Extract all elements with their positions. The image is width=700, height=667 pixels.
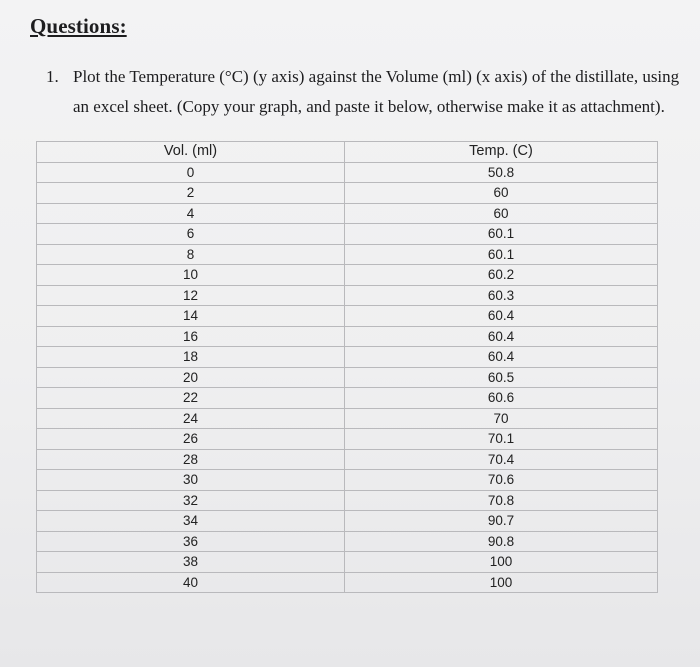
volume-cell: 28 — [37, 449, 345, 470]
volume-cell: 32 — [37, 490, 345, 511]
table-row — [37, 162, 658, 183]
volume-cell: 26 — [37, 429, 345, 450]
table-row — [37, 367, 658, 388]
table-row — [37, 429, 658, 450]
table-body — [37, 162, 658, 593]
temperature-cell: 60.6 — [345, 388, 658, 409]
volume-cell: 30 — [37, 470, 345, 491]
table-row — [37, 449, 658, 470]
question-line-1 — [46, 62, 686, 92]
data-table — [36, 141, 658, 593]
temperature-cell: 70 — [345, 408, 658, 429]
temperature-cell: 100 — [345, 552, 658, 573]
volume-cell: 40 — [37, 572, 345, 593]
temperature-cell: 60 — [345, 203, 658, 224]
table-row — [37, 244, 658, 265]
volume-cell: 8 — [37, 244, 345, 265]
temperature-cell: 60.4 — [345, 347, 658, 368]
table-row — [37, 490, 658, 511]
volume-cell: 4 — [37, 203, 345, 224]
table-header-row — [37, 142, 658, 163]
temperature-cell: 60.5 — [345, 367, 658, 388]
temperature-cell: 60.1 — [345, 244, 658, 265]
table-row — [37, 285, 658, 306]
temperature-cell: 70.4 — [345, 449, 658, 470]
temperature-cell: 60.2 — [345, 265, 658, 286]
volume-cell: 0 — [37, 162, 345, 183]
table-row — [37, 388, 658, 409]
question-text-1: Plot the Temperature (°C) (y axis) against the Volume (ml) (x axis) of the distillate, using — [73, 67, 680, 86]
volume-cell: 16 — [37, 326, 345, 347]
volume-cell: 2 — [37, 183, 345, 204]
table-row — [37, 306, 658, 327]
table-row — [37, 203, 658, 224]
table-row — [37, 347, 658, 368]
temperature-cell: 90.8 — [345, 531, 658, 552]
header-volume: Vol. (ml) — [37, 142, 345, 163]
volume-cell: 22 — [37, 388, 345, 409]
header-temperature: Temp. (C) — [345, 142, 658, 163]
volume-cell: 20 — [37, 367, 345, 388]
table-row — [37, 572, 658, 593]
table-row — [37, 224, 658, 245]
volume-cell: 34 — [37, 511, 345, 532]
temperature-cell: 70.6 — [345, 470, 658, 491]
table-row — [37, 531, 658, 552]
temperature-cell: 70.1 — [345, 429, 658, 450]
temperature-cell: 60.4 — [345, 306, 658, 327]
table-row — [37, 326, 658, 347]
temperature-cell: 100 — [345, 572, 658, 593]
temperature-cell: 70.8 — [345, 490, 658, 511]
temperature-cell: 50.8 — [345, 162, 658, 183]
table-row — [37, 470, 658, 491]
temperature-cell: 60.3 — [345, 285, 658, 306]
volume-cell: 14 — [37, 306, 345, 327]
question-line-2: an excel sheet. (Copy your graph, and paste it below, otherwise make it as attachment). — [73, 97, 665, 116]
volume-cell: 18 — [37, 347, 345, 368]
volume-cell: 36 — [37, 531, 345, 552]
temperature-cell: 60.1 — [345, 224, 658, 245]
question-1 — [46, 62, 686, 122]
temperature-cell: 60 — [345, 183, 658, 204]
temperature-cell: 90.7 — [345, 511, 658, 532]
table-row — [37, 552, 658, 573]
volume-cell: 12 — [37, 285, 345, 306]
question-number: 1. — [46, 67, 59, 86]
page-heading: Questions: — [30, 14, 127, 38]
table-row — [37, 183, 658, 204]
volume-cell: 24 — [37, 408, 345, 429]
table-row — [37, 511, 658, 532]
table-row — [37, 265, 658, 286]
volume-cell: 10 — [37, 265, 345, 286]
table-row — [37, 408, 658, 429]
volume-cell: 6 — [37, 224, 345, 245]
volume-cell: 38 — [37, 552, 345, 573]
temperature-cell: 60.4 — [345, 326, 658, 347]
